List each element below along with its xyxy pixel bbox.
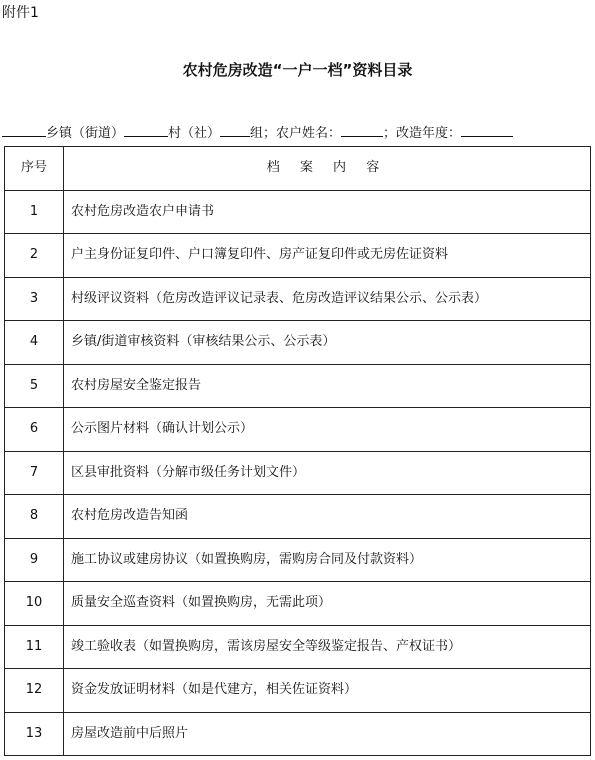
- header-content: 档 案 内 容: [64, 147, 591, 191]
- row-content: 质量安全巡查资料（如置换购房，无需此项）: [64, 582, 591, 626]
- row-number: 7: [5, 451, 64, 495]
- row-number: 13: [5, 712, 64, 756]
- row-content: 施工协议或建房协议（如置换购房，需购房合同及付款资料）: [64, 538, 591, 582]
- row-content: 农村房屋安全鉴定报告: [64, 364, 591, 408]
- row-content: 农村危房改造告知函: [64, 495, 591, 539]
- row-content: 竣工验收表（如置换购房，需该房屋安全等级鉴定报告、产权证书）: [64, 625, 591, 669]
- table-row: [5, 451, 591, 495]
- row-number: 4: [5, 321, 64, 365]
- row-content: 资金发放证明材料（如是代建方，相关佐证资料）: [64, 669, 591, 713]
- table-row: [5, 277, 591, 321]
- row-content: 户主身份证复印件、户口簿复印件、房产证复印件或无房佐证资料: [64, 234, 591, 278]
- page-title: 农村危房改造“一户一档”资料目录: [182, 61, 413, 79]
- row-number: 9: [5, 538, 64, 582]
- table-row: [5, 625, 591, 669]
- township-blank[interactable]: [2, 121, 46, 137]
- catalog-table: [4, 146, 591, 756]
- table-row: [5, 495, 591, 539]
- table-row: [5, 321, 591, 365]
- year-label: ；改造年度：: [383, 126, 462, 141]
- village-blank[interactable]: [124, 121, 168, 137]
- table-row: [5, 712, 591, 756]
- row-number: 3: [5, 277, 64, 321]
- row-content: 房屋改造前中后照片: [64, 712, 591, 756]
- group-farmer-label: 组；农户姓名：: [250, 126, 342, 141]
- row-number: 5: [5, 364, 64, 408]
- table-row: [5, 582, 591, 626]
- row-content: 乡镇/街道审核资料（审核结果公示、公示表）: [64, 321, 591, 365]
- table-row: [5, 234, 591, 278]
- table-row: [5, 408, 591, 452]
- table-row: [5, 669, 591, 713]
- farmer-name-blank[interactable]: [341, 121, 383, 137]
- row-number: 8: [5, 495, 64, 539]
- row-content: 村级评议资料（危房改造评议记录表、危房改造评议结果公示、公示表）: [64, 277, 591, 321]
- village-label: 村（社）: [168, 126, 221, 141]
- row-content: 区县审批资料（分解市级任务计划文件）: [64, 451, 591, 495]
- row-number: 12: [5, 669, 64, 713]
- row-content: 农村危房改造农户申请书: [64, 190, 591, 234]
- table-row: [5, 538, 591, 582]
- row-content: 公示图片材料（确认计划公示）: [64, 408, 591, 452]
- row-number: 6: [5, 408, 64, 452]
- row-number: 10: [5, 582, 64, 626]
- header-number: 序号: [5, 147, 64, 191]
- group-blank[interactable]: [220, 121, 250, 137]
- row-number: 2: [5, 234, 64, 278]
- info-line: [2, 121, 592, 141]
- table-row: [5, 190, 591, 234]
- table-header-row: [5, 147, 591, 191]
- table-row: [5, 364, 591, 408]
- attachment-label: 附件1: [2, 5, 39, 21]
- row-number: 11: [5, 625, 64, 669]
- township-label: 乡镇（街道）: [46, 126, 125, 141]
- year-blank[interactable]: [461, 121, 513, 137]
- row-number: 1: [5, 190, 64, 234]
